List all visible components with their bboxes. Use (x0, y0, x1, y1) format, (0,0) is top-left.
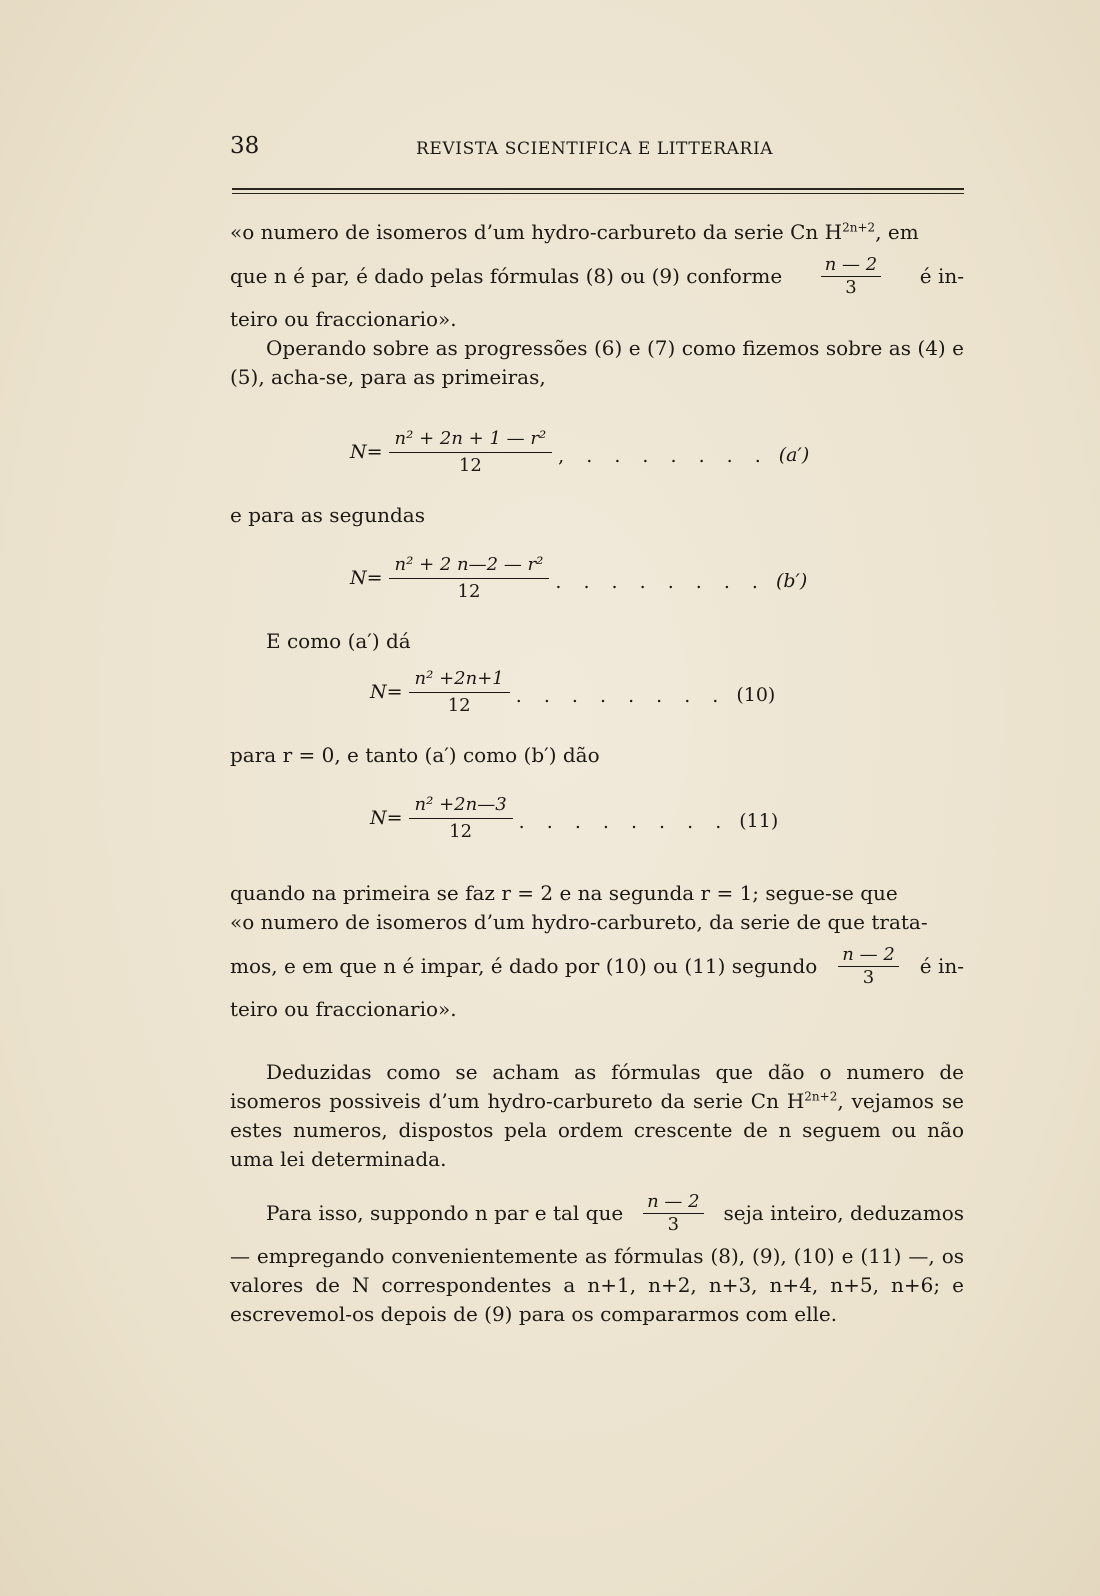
running-title: REVISTA SCIENTIFICA E LITTERARIA (416, 139, 774, 159)
paragraph-6-line-2: «o numero de isomeros d’um hydro-carbureto, da serie de que trata- (230, 910, 928, 934)
paragraph-6-line-4: teiro ou fraccionario». (230, 997, 457, 1021)
paragraph-6-line-3: mos, e em que n é impar, é dado por (10) ou (11) segundo $\frac{n — 2}{3}$ é in- (230, 943, 964, 988)
equation-label: (11) (739, 810, 779, 832)
paragraph-7: Deduzidas como se acham as fórmulas que dão o numero de isomeros possiveis d’um hydro-carbureto da serie Cn $H^{2n+2}$, vejamos se estes numeros, dispostos pela ordem crescente de n seguem ou não uma lei determinada. (230, 1060, 965, 1171)
page-header (230, 133, 964, 163)
equation-a-prime: N= $\frac{\text{n² + 2n + 1 — r²}}{12}$ , . . . . . . . (a′) (350, 428, 810, 476)
fraction-n-minus-2-over-3: $\frac{n — 2}{3}$ (838, 944, 899, 989)
body-text (230, 218, 964, 1329)
equation-b-prime: N= $\frac{\text{n² + 2 n—2 — r²}}{12}$ . . . . . . . . (b′) (350, 554, 808, 602)
fraction-n-minus-2-over-3: $\frac{n — 2}{3}$ (643, 1191, 704, 1236)
header-rule-thin (232, 193, 964, 194)
quote-paragraph-1: «o numero de isomeros d’um hydro-carbureto da serie Cn $H^{2n+2}$, em (230, 220, 919, 244)
quote-paragraph-1-line-2: que n é par, é dado pelas fórmulas (8) ou (9) conforme $\frac{n — 2}{3}$ é in- (230, 253, 964, 298)
quote-paragraph-1-line-3: teiro ou fraccionario». (230, 307, 457, 331)
equation-label: (b′) (775, 570, 808, 592)
equation-label: (10) (736, 684, 776, 706)
equation-10: N= $\frac{\text{n² +2n+1}}{12}$ . . . . . . . . (10) (370, 668, 776, 716)
paragraph-2: Operando sobre as progressões (6) e (7) como fizemos sobre as (4) e (5), acha-se, para as primeiras, (230, 336, 964, 389)
paragraph-4: E como (a′) dá (266, 629, 411, 653)
header-rule-thick (232, 188, 964, 190)
fraction-n-minus-2-over-3: $\frac{n — 2}{3}$ (821, 254, 882, 299)
page-number: 38 (230, 133, 260, 159)
paragraph-8-line-1: Para isso, suppondo n par e tal que $\frac{n — 2}{3}$ seja inteiro, deduzamos (266, 1190, 964, 1235)
paragraph-3: e para as segundas (230, 503, 425, 527)
paragraph-8-rest: — empregando convenientemente as fórmulas (8), (9), (10) e (11) —, os valores de N correspondentes a n+1, n+2, n+3, n+4, n+5, n+6; e escrevemol-os depois de (9) para os compararmos com elle. (230, 1244, 964, 1326)
paragraph-6-line-1: quando na primeira se faz r = 2 e na segunda r = 1; segue-se que (230, 881, 898, 905)
equation-label: (a′) (778, 444, 810, 466)
equation-11: N= $\frac{\text{n² +2n—3}}{12}$ . . . . . . . . (11) (370, 794, 779, 842)
paragraph-5: para r = 0, e tanto (a′) como (b′) dão (230, 743, 600, 767)
